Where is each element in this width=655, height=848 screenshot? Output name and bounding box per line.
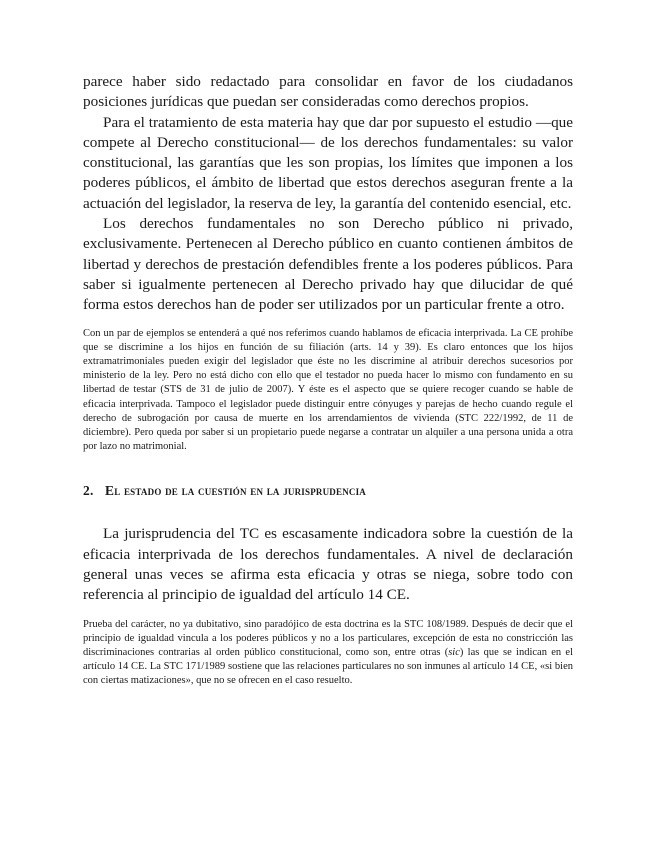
body-paragraph: La jurisprudencia del TC es escasamente indicadora sobre la cuestión de la eficacia interprivada de los derechos fundamentales. A nivel de declaración general unas veces se afirma esta eficacia y otras se niega, sobre todo con referencia al principio de igualdad del artículo 14 CE. [83, 525, 573, 604]
body-paragraph: Los derechos fundamentales no son Derecho público ni privado, exclusivamente. Pertenecen al Derecho público en cuanto contienen ámbitos de libertad y derechos de prestación defendibles frente a los poderes públicos. Para saber si igualmente pertenecen al Derecho privado hay que dilucidar de qué forma estos derechos han de poder ser utilizados por un particular frente a otro. [83, 215, 573, 314]
small-print-note: Con un par de ejemplos se entenderá a qué nos referimos cuando hablamos de eficacia interprivada. La CE prohíbe que se discrimine a los hijos en función de su filiación (arts. 14 y 39). Es claro entonces que los hijos extramatrimoniales pueden exigir del legislador que éste no les discrimine al atribuir derechos sucesorios por ministerio de la ley. Pero no está dicho con ello que el testador no pueda hacer lo mismo con fundamento en su libertad de testar (STS de 31 de julio de 2007). Y éste es el aspecto que se quiere recoger cuando se hable de eficacia interprivada. Tampoco el legislador puede distinguir entre cónyuges y parejas de hecho cuando regule el derecho de subrogación por causa de muerte en los arrendamientos de vivienda (STC 222/1992, de 11 de diciembre). Pero queda por saber si un propietario puede negarse a contratar un alquiler a una persona unida a otra por lazo no matrimonial. [83, 327, 573, 453]
note-text-segment: ) las que se indican en el artículo 14 CE. La STC 171/1989 sostiene que las relaciones particulares no son inmunes al artículo 14 CE, «si bien con ciertas matizaciones», que no se ofrecen en el caso resuelto. [83, 646, 573, 687]
section-title: El estado de la cuestión en la jurisprudencia [105, 483, 367, 499]
section-number: 2. [83, 483, 94, 499]
body-paragraph: parece haber sido redactado para consolidar en favor de los ciudadanos posiciones jurídicas que puedan ser consideradas como derechos propios. [83, 73, 573, 111]
sic-emphasis: sic [448, 646, 460, 658]
note-text-segment: Prueba del carácter, no ya dubitativo, sino paradójico de esta doctrina es la STC 108/1989. Después de decir que el principio de igualdad vincula a los poderes públicos y no a los particulares, excepción de esta no constricción las discriminaciones contrarias al orden público constitucional, como son, entre otras ( [83, 618, 573, 658]
document-page [83, 72, 573, 689]
section-heading [83, 482, 573, 500]
small-print-note [83, 618, 573, 689]
body-paragraph: Para el tratamiento de esta materia hay que dar por supuesto el estudio —que compete al Derecho constitucional— de los derechos fundamentales: su valor constitucional, las garantías que les son propias, los límites que imponen a los poderes públicos, el ámbito de libertad que estos derechos aseguran frente a la actuación del legislador, la reserva de ley, la garantía del contenido esencial, etc. [83, 113, 573, 212]
